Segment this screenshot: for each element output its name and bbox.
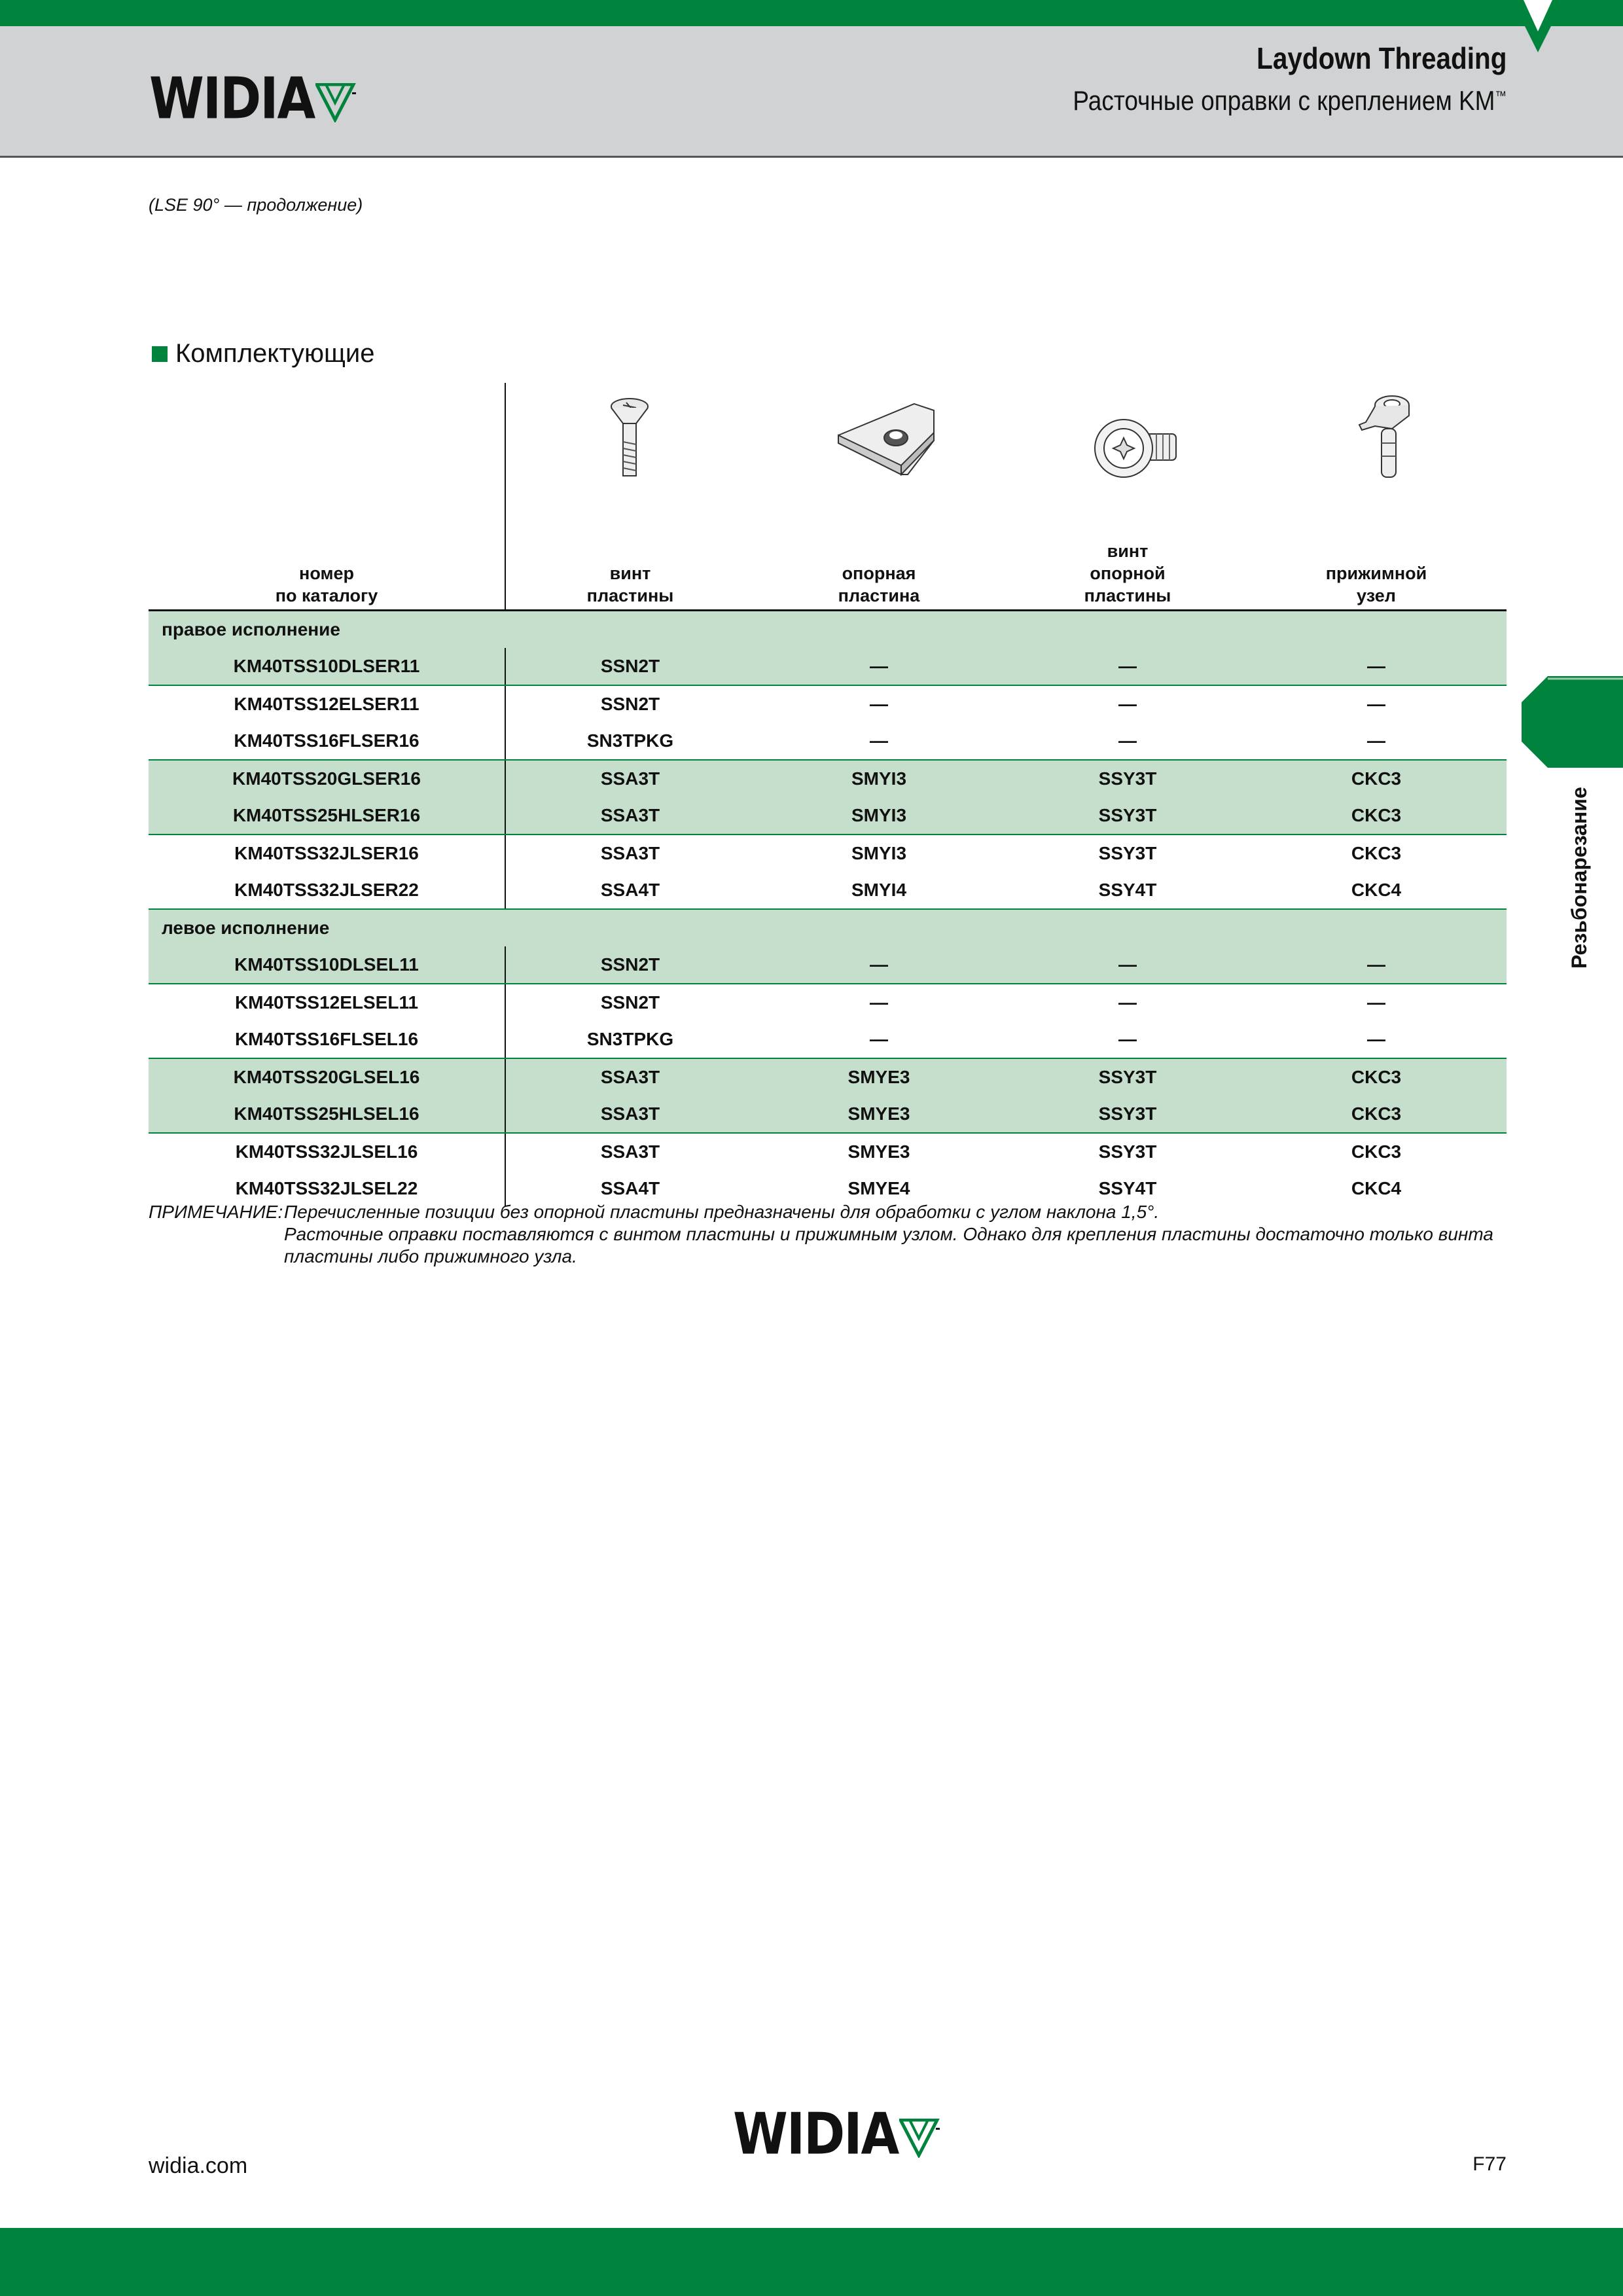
chapter-tab[interactable]: [1522, 676, 1623, 768]
shim-screw-cell: SSY3T: [1098, 1141, 1157, 1162]
widia-logo: [149, 64, 356, 132]
header-line: опорной: [1090, 564, 1166, 583]
shim-icon: [836, 397, 940, 476]
insert-screw-cell: SSN2T: [600, 992, 660, 1013]
shim-screw-cell: —: [1118, 694, 1137, 714]
clamp-cell: —: [1367, 694, 1385, 714]
footer-logo-wordmark: WIDIA: [733, 2100, 899, 2167]
header-shim: [755, 562, 1003, 607]
shim-screw-cell: SSY3T: [1098, 1067, 1157, 1087]
table-row: [149, 648, 1507, 686]
insert-screw-cell: SN3TPKG: [586, 1029, 674, 1049]
header-line: прижимной: [1325, 564, 1427, 583]
top-green-bar: [0, 0, 1623, 26]
catalog-number-cell: KM40TSS32JLSER22: [234, 880, 419, 900]
footnote-label: ПРИМЕЧАНИЕ:: [149, 1202, 283, 1222]
trademark-mark: ™: [1495, 89, 1507, 103]
catalog-number-cell: KM40TSS10DLSEL11: [234, 954, 419, 975]
shim-cell: —: [870, 694, 888, 714]
catalog-number-cell: KM40TSS32JLSEL16: [235, 1141, 418, 1162]
header-line: винт: [609, 564, 651, 583]
footer-url[interactable]: widia.com: [149, 2153, 248, 2178]
shim-cell: SMYI3: [851, 843, 907, 863]
footer-widia-logo: [733, 2100, 940, 2167]
shim-cell: SMYI4: [851, 880, 907, 900]
header-line: узел: [1357, 586, 1396, 605]
clamp-cell: —: [1367, 992, 1385, 1013]
clamp-cell: —: [1367, 656, 1385, 676]
insert-screw-cell: SSN2T: [600, 694, 660, 714]
bottom-green-bar: [0, 2228, 1623, 2296]
insert-screw-cell: SSN2T: [600, 954, 660, 975]
header-line: по каталогу: [275, 586, 378, 605]
page-subtitle-text: Расточные оправки с креплением KM: [1073, 85, 1495, 116]
shim-cell: SMYE3: [847, 1141, 910, 1162]
catalog-number-cell: KM40TSS12ELSEL11: [234, 992, 419, 1013]
section-bullet-icon: [152, 346, 168, 362]
shim-cell: —: [870, 1029, 888, 1049]
section-right-hand: правое исполнение: [149, 611, 1507, 648]
table-row: [149, 1096, 1507, 1134]
clamp-cell: —: [1367, 1029, 1385, 1049]
insert-screw-cell: SSA4T: [600, 1178, 660, 1198]
footnote-line: Перечисленные позиции без опорной пластины предназначены для обработки с углом наклона 1,5°.: [284, 1202, 1160, 1222]
catalog-number-cell: KM40TSS20GLSER16: [232, 768, 421, 789]
shim-cell: —: [870, 954, 888, 975]
table-row: [149, 761, 1507, 797]
insert-screw-cell: SSA3T: [600, 1067, 660, 1087]
shim-screw-cell: SSY3T: [1098, 1103, 1157, 1124]
header-line: пластина: [838, 586, 920, 605]
shim-screw-cell: SSY4T: [1098, 1178, 1157, 1198]
catalog-number-cell: KM40TSS16FLSEL16: [234, 1029, 419, 1049]
header-line: опорная: [842, 564, 916, 583]
table-row: [149, 872, 1507, 910]
clamp-cell: CKC3: [1351, 1141, 1402, 1162]
catalog-number-cell: KM40TSS12ELSER11: [234, 694, 419, 714]
insert-screw-cell: SSA3T: [600, 843, 660, 863]
clamp-cell: —: [1367, 730, 1385, 751]
catalog-number-cell: KM40TSS25HLSEL16: [234, 1103, 419, 1124]
page-subtitle: [1073, 85, 1507, 117]
insert-screw-icon: [607, 396, 652, 481]
page-title: Laydown Threading: [1256, 41, 1507, 75]
insert-screw-cell: SSA4T: [600, 880, 660, 900]
shim-screw-cell: —: [1118, 954, 1137, 975]
header-line: пластины: [1084, 586, 1171, 605]
insert-screw-cell: SSA3T: [600, 1103, 660, 1124]
table-row: [149, 686, 1507, 723]
clamp-cell: —: [1367, 954, 1385, 975]
table-row: [149, 835, 1507, 872]
logo-triangles-icon: [315, 83, 356, 122]
shim-screw-cell: SSY4T: [1098, 880, 1157, 900]
shim-screw-cell: SSY3T: [1098, 805, 1157, 825]
table-row: [149, 946, 1507, 984]
chapter-tab-label: Резьбонарезание: [1567, 787, 1591, 969]
header-clamp: [1252, 562, 1501, 607]
shim-screw-cell: SSY3T: [1098, 843, 1157, 863]
insert-screw-cell: SSA3T: [600, 805, 660, 825]
footnote-line: Расточные оправки поставляются с винтом пластины и прижимным узлом. Однако для крепления пластины достаточно только винта пластины либо прижимного узла.: [284, 1224, 1493, 1266]
catalog-number-cell: KM40TSS16FLSER16: [234, 730, 419, 751]
section-heading-text: Комплектующие: [175, 339, 375, 368]
insert-screw-cell: SN3TPKG: [586, 730, 674, 751]
shim-screw-icon: [1091, 416, 1183, 481]
logo-wordmark: WIDIA: [149, 64, 315, 132]
clamp-cell: CKC3: [1351, 768, 1402, 789]
table-row: [149, 1134, 1507, 1170]
components-table: [149, 383, 1507, 1207]
catalog-number-cell: KM40TSS25HLSER16: [232, 805, 421, 825]
clamp-cell: CKC4: [1351, 880, 1402, 900]
clamp-cell: CKC3: [1351, 1067, 1402, 1087]
catalog-number-cell: KM40TSS10DLSER11: [233, 656, 420, 676]
page-number: F77: [1472, 2153, 1507, 2175]
catalog-number-cell: KM40TSS20GLSEL16: [233, 1067, 420, 1087]
clamp-cell: CKC4: [1351, 1178, 1402, 1198]
shim-cell: SMYE4: [847, 1178, 910, 1198]
shim-cell: SMYI3: [851, 805, 907, 825]
catalog-number-cell: KM40TSS32JLSEL22: [235, 1178, 418, 1198]
table-row: [149, 1059, 1507, 1096]
header-line: пластины: [586, 586, 674, 605]
clamp-cell: CKC3: [1351, 805, 1402, 825]
section-heading: [152, 339, 375, 368]
table-row: [149, 984, 1507, 1021]
clamp-assembly-icon: [1353, 391, 1418, 482]
continuation-note: (LSE 90° — продолжение): [149, 195, 363, 215]
insert-screw-cell: SSA3T: [600, 1141, 660, 1162]
shim-cell: SMYE3: [847, 1067, 910, 1087]
shim-cell: SMYI3: [851, 768, 907, 789]
shim-screw-cell: SSY3T: [1098, 768, 1157, 789]
shim-cell: —: [870, 992, 888, 1013]
table-row: [149, 797, 1507, 835]
header-catalog-number: [149, 562, 505, 607]
clamp-cell: CKC3: [1351, 843, 1402, 863]
clamp-cell: CKC3: [1351, 1103, 1402, 1124]
shim-screw-cell: —: [1118, 1029, 1137, 1049]
shim-screw-cell: —: [1118, 656, 1137, 676]
shim-screw-cell: —: [1118, 992, 1137, 1013]
header-line: винт: [1107, 541, 1149, 561]
table-header: [149, 383, 1507, 611]
table-row: [149, 723, 1507, 761]
footnote-text: [284, 1201, 1508, 1268]
table-row: [149, 1021, 1507, 1059]
header-insert-screw: [506, 562, 755, 607]
footer-logo-triangles-icon: [899, 2119, 940, 2158]
shim-screw-cell: —: [1118, 730, 1137, 751]
insert-screw-cell: SSN2T: [600, 656, 660, 676]
catalog-number-cell: KM40TSS32JLSER16: [234, 843, 419, 863]
shim-cell: —: [870, 730, 888, 751]
section-left-hand: левое исполнение: [149, 910, 1507, 946]
insert-screw-cell: SSA3T: [600, 768, 660, 789]
corner-marker-inner: [1524, 0, 1552, 31]
header-line: номер: [299, 564, 354, 583]
shim-cell: —: [870, 656, 888, 676]
shim-cell: SMYE3: [847, 1103, 910, 1124]
header-shim-screw: [1003, 540, 1252, 607]
